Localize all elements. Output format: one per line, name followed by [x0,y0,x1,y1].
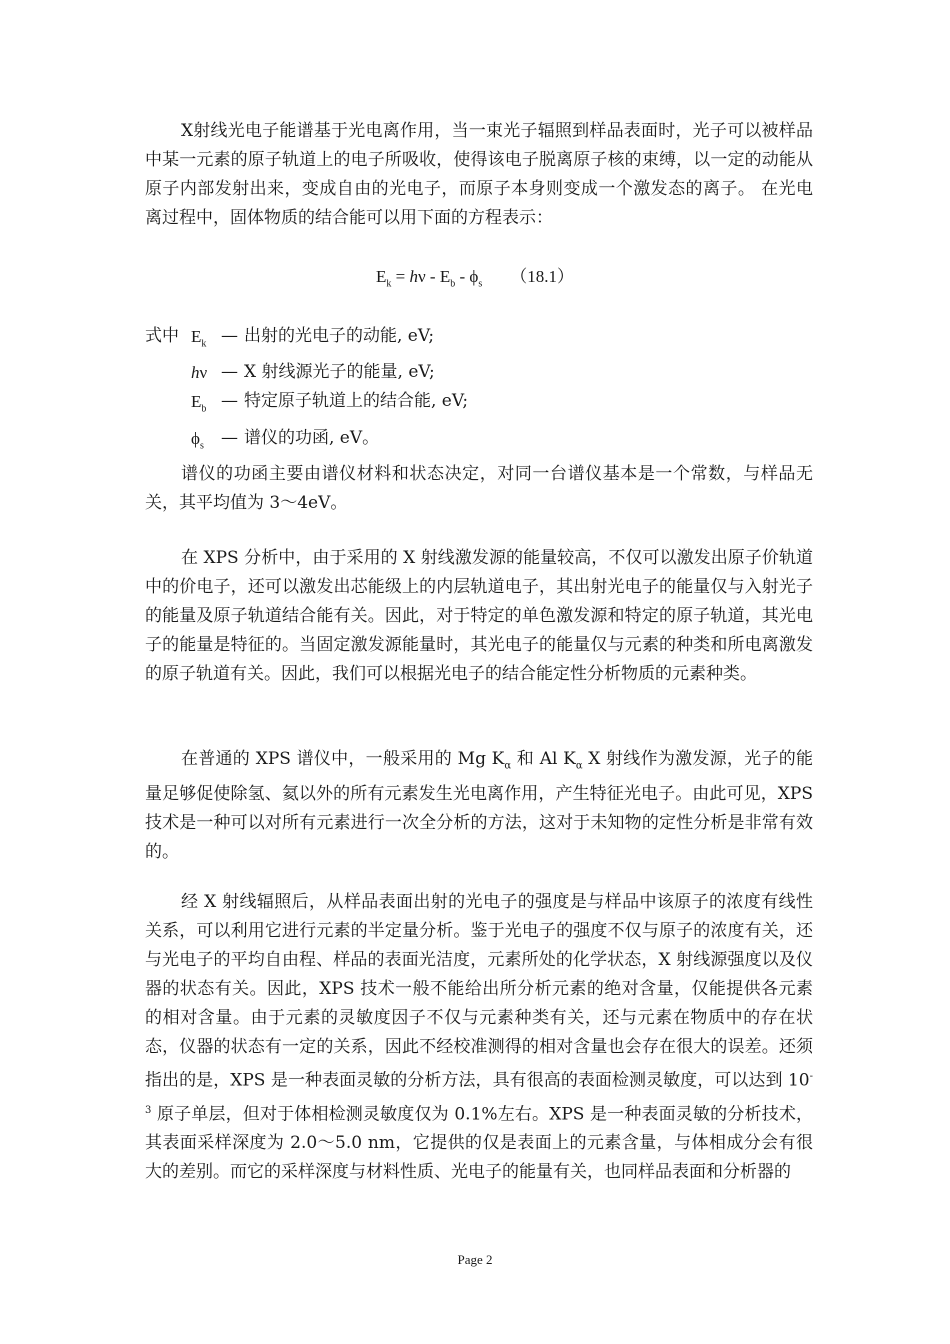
definition-text: 特定原子轨道上的结合能, eV; [244,391,469,412]
paragraph-work-function: 谱仪的功函主要由谱仪材料和状态决定，对同一台谱仪基本是一个常数，与样品无关，其平均值为 3～4eV。 [145,464,813,513]
paragraph-intro: X射线光电子能谱基于光电离作用，当一束光子辐照到样品表面时，光子可以被样品中某一元素的原子轨道上的电子所吸收，使得该电子脱离原子核的束缚，以一定的动能从原子内部发射出来，变成自由的光电子，而原子本身则变成一个激发态的离子。 在光电离过程中，固体物质的结合能可以用下面的方程表示： [145,121,813,228]
equation-number: （18.1） [510,267,574,286]
paragraph-excitation-source: 在普通的 XPS 谱仪中，一般采用的 Mg $K_\alpha$ 和 Al $K_\alpha$ X 射线作为激发源，光子的能量足够促使除氢、氦以外的所有元素发生光电离作用，产生特征光电子。由此可见，XPS 技术是一种可以对所有元素进行一次全分析的方法，这对于未知物的定性分析是非常有效的。 [145,749,813,863]
symbol-eb: $E_b$ [191,392,207,415]
definition-text: 谱仪的功函, eV。 [244,427,380,448]
definition-row-ek [145,322,468,358]
symbol-ek: $E_k$ [191,327,207,350]
definition-dash: — [221,427,238,448]
eq-minus-phi: - [455,267,470,286]
definition-row-phis [145,424,468,460]
eq-h: h [409,267,418,286]
eq-nu: ν [417,267,426,286]
definition-dash: — [221,326,238,346]
paragraph-xps-analysis: 在 XPS 分析中，由于采用的 X 射线激发源的能量较高，不仅可以激发出原子价轨道中的价电子，还可以激发出芯能级上的内层轨道电子，其出射光电子的能量仅与入射光子的能量及原子轨道结合能有关。因此，对于特定的单色激发源和特定的原子轨道，其光电子的能量是特征的。当固定激发源能量时，其光电子的能量仅与元素的种类和所电离激发的原子轨道有关。因此，我们可以根据光电子的结合能定性分析物质的元素种类。 [145,548,813,684]
definition-text: X 射线源光子的能量, eV; [244,362,435,383]
paragraph-quantitative-analysis: 经 X 射线辐照后，从样品表面出射的光电子的强度是与样品中该原子的浓度有线性关系，可以利用它进行元素的半定量分析。鉴于光电子的强度不仅与原子的浓度有关，还与光电子的平均自由程、样品的表面光洁度，元素所处的化学状态，X 射线源强度以及仪器的状态有关。因此，XPS 技术一般不能给出所分析元素的绝对含量，仅能提供各元素的相对含量。由于元素的灵敏度因子不仅与元素种类有关，还与元素在物质中的存在状态，仪器的状态有一定的关系，因此不经校准测得的相对含量也会存在很大的误差。还须指出的是，XPS 是一种表面灵敏的分析方法，具有很高的表面检测灵敏度，可以达到 $10^{-3}$ 原子单层，但对于体相检测灵敏度仅为 0.1%左右。XPS 是一种表面灵敏的分析技术，其表面采样深度为 2.0～5.0 nm，它提供的仅是表面上的元素含量，与体相成分会有很大的差别。而它的采样深度与材料性质、光电子的能量有关，也同样品表面和分析器的 [145,892,813,1183]
eq-phi-sub: s [478,278,483,290]
definitions-lead: 式中 [145,326,179,346]
definition-row-eb [145,387,468,423]
page-footer: Page 2 [457,1252,493,1267]
eq-minus-eb: - E [425,267,451,286]
definitions-list [145,322,468,460]
eq-ek: $E_k$ [376,267,392,290]
symbol-hv: hν [191,363,208,383]
definition-row-hv [145,358,468,387]
symbol-phis: $\phi_s$ [191,428,204,452]
definition-dash: — [221,362,238,383]
definition-dash: — [221,391,238,412]
eq-eb-sub: b [450,278,456,290]
definition-text: 出射的光电子的动能, eV; [244,326,435,346]
eq-phi: ϕ [469,267,479,286]
eq-equals: = [391,267,410,286]
equation-18-1 [0,262,950,289]
